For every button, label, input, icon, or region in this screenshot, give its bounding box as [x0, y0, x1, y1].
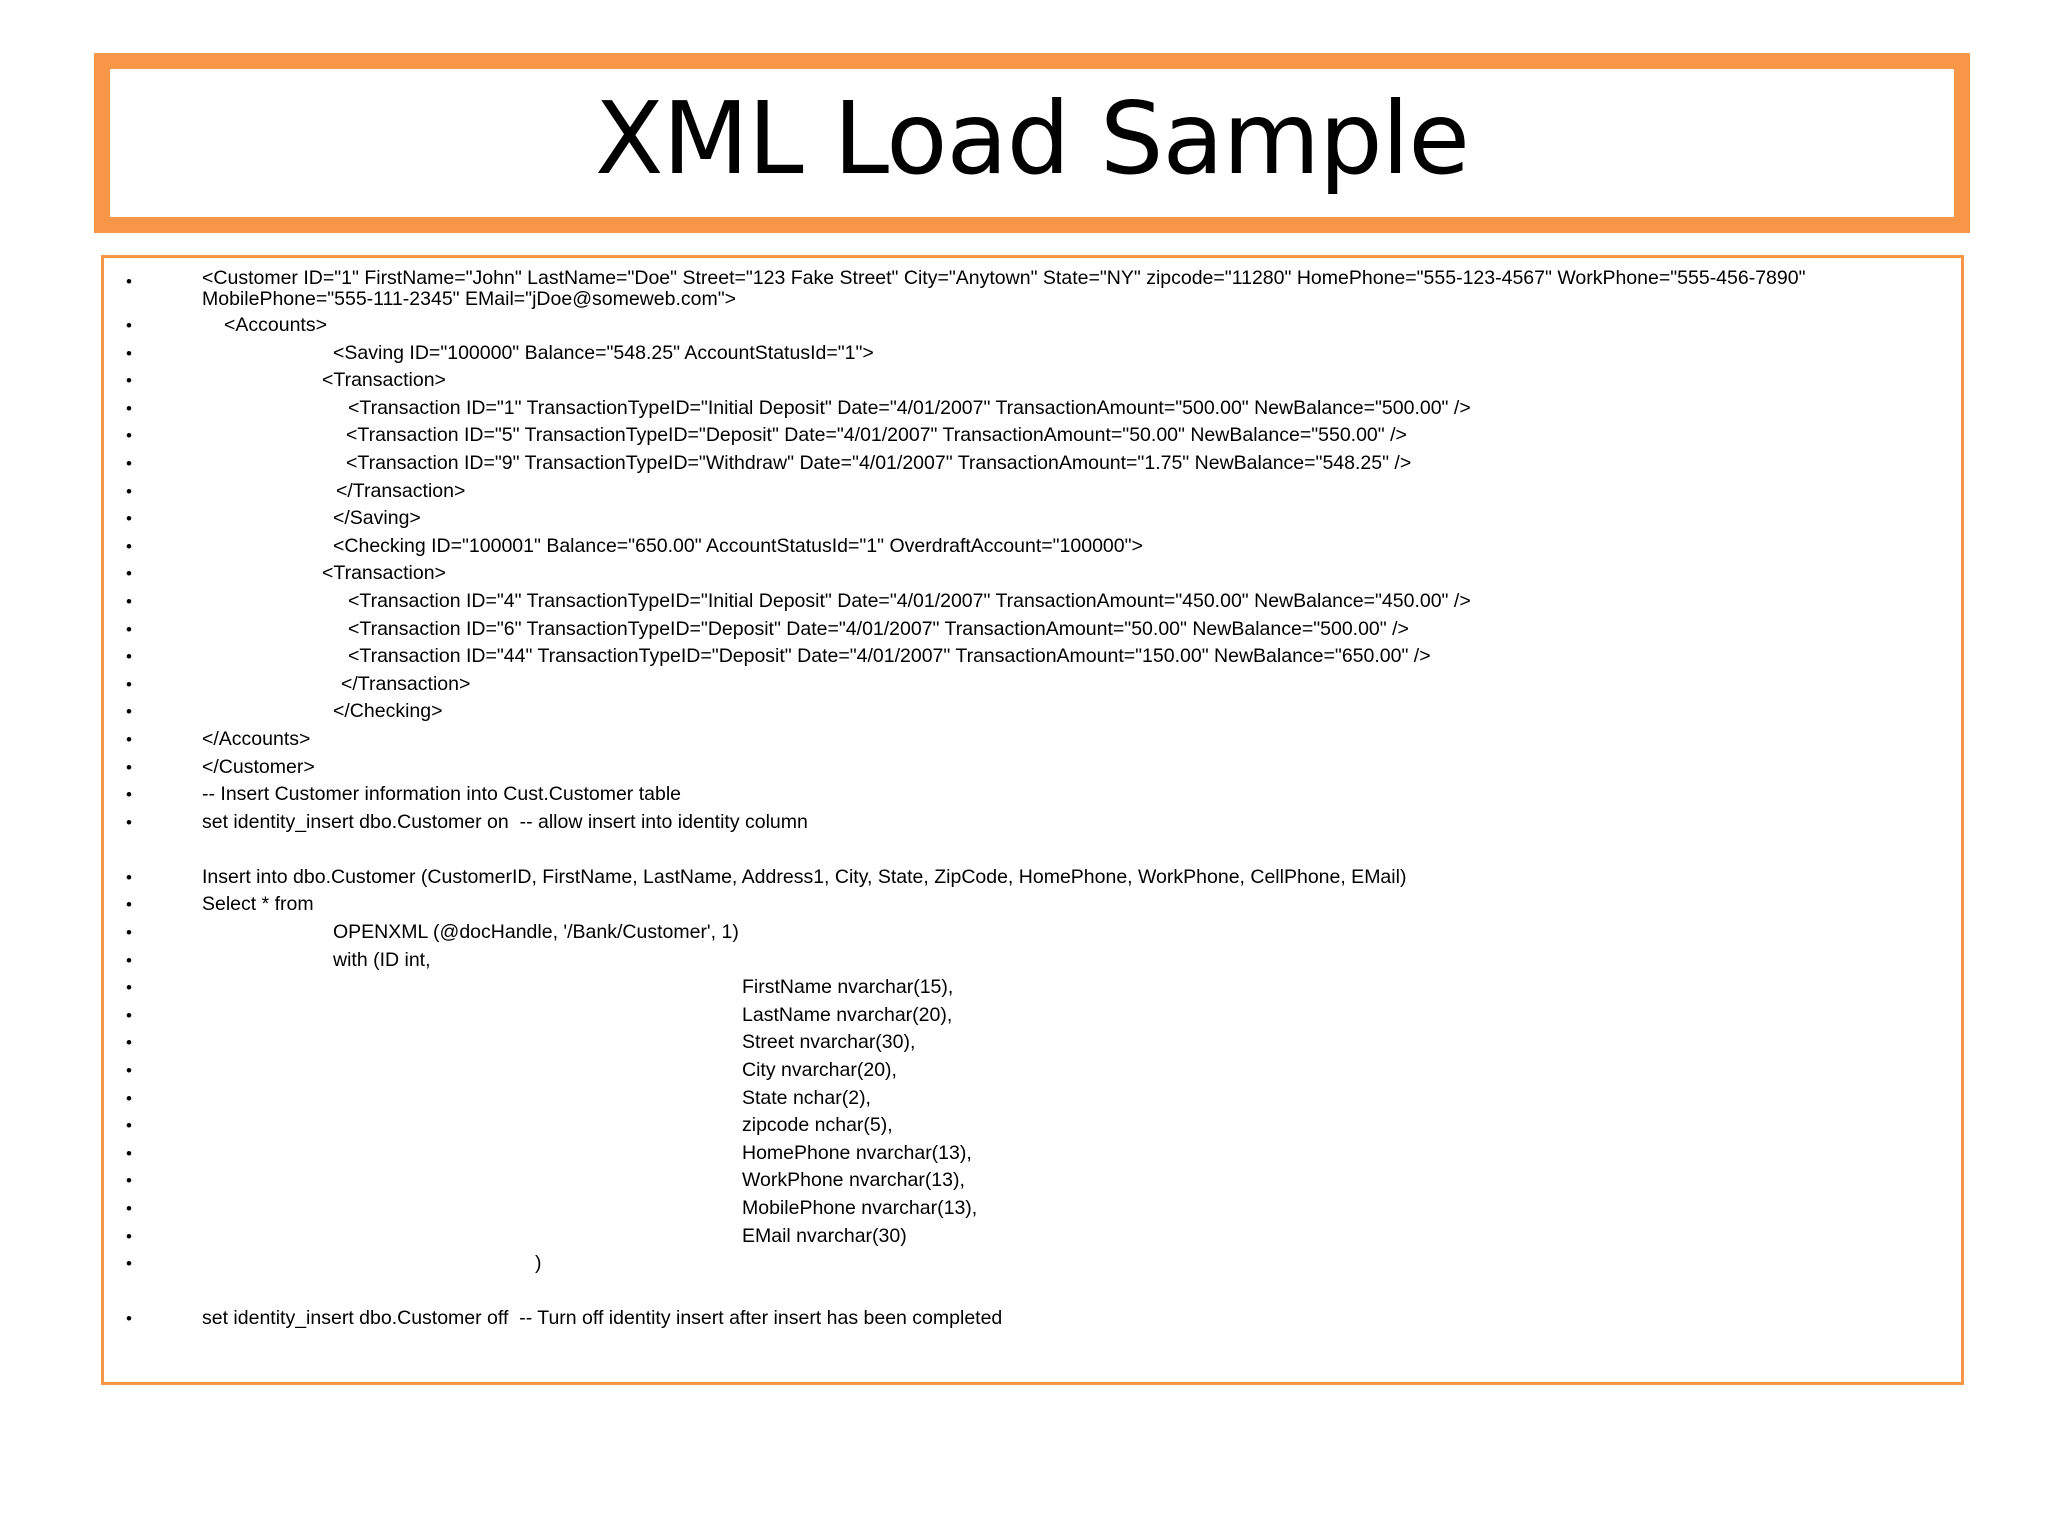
- list-item: [104, 422, 1961, 450]
- code-line-text: set identity_insert dbo.Customer on -- allow insert into identity column: [202, 810, 808, 833]
- code-line-text: </Customer>: [202, 755, 315, 778]
- code-line-text: <Transaction ID="1" TransactionTypeID="Initial Deposit" Date="4/01/2007" TransactionAmount="500.00" NewBalance="500.00" />: [348, 396, 1471, 419]
- list-item: [104, 268, 1961, 312]
- bullet-icon: •: [126, 564, 132, 584]
- code-line-text: State nchar(2),: [742, 1086, 871, 1109]
- code-line-text: Select * from: [202, 893, 314, 916]
- code-line-text: <Accounts>: [224, 314, 327, 336]
- code-line-text: HomePhone nvarchar(13),: [742, 1141, 972, 1164]
- list-item: [104, 1112, 1961, 1140]
- bullet-icon: •: [126, 923, 132, 943]
- bullet-icon: •: [126, 272, 132, 291]
- code-line-text: Street nvarchar(30),: [742, 1031, 916, 1054]
- list-item: [104, 891, 1961, 919]
- list-item: [104, 312, 1961, 340]
- bullet-icon: •: [126, 1088, 132, 1108]
- list-item: [104, 1223, 1961, 1251]
- code-line-text: zipcode nchar(5),: [742, 1114, 893, 1137]
- bullet-icon: •: [126, 785, 132, 805]
- bullet-icon: •: [126, 316, 132, 335]
- list-item: [104, 864, 1961, 892]
- code-line-text: <Checking ID="100001" Balance="650.00" AccountStatusId="1" OverdraftAccount="100000">: [333, 534, 1143, 557]
- list-item: [104, 533, 1961, 561]
- bullet-icon: •: [126, 1254, 132, 1274]
- bullet-icon: •: [126, 647, 132, 667]
- list-item: [104, 1002, 1961, 1030]
- bullet-icon: •: [126, 978, 132, 998]
- blank-line: [104, 836, 1961, 864]
- bullet-icon: •: [126, 867, 132, 887]
- code-line-text: <Transaction ID="9" TransactionTypeID="Withdraw" Date="4/01/2007" TransactionAmount="1.75" NewBalance="548.25" />: [346, 451, 1412, 474]
- list-item: [104, 588, 1961, 616]
- code-line-text: MobilePhone nvarchar(13),: [742, 1197, 978, 1219]
- bullet-icon: •: [126, 1226, 132, 1246]
- bullet-icon: •: [126, 674, 132, 694]
- list-item: [104, 643, 1961, 671]
- bullet-icon: •: [126, 1116, 132, 1136]
- list-item: [104, 726, 1961, 754]
- bullet-icon: •: [126, 1171, 132, 1191]
- list-item: [104, 616, 1961, 644]
- code-line-text: -- Insert Customer information into Cust.Customer table: [202, 783, 682, 806]
- bullet-icon: •: [126, 702, 132, 722]
- code-line-text: City nvarchar(20),: [742, 1059, 897, 1082]
- code-listing: [104, 268, 1961, 1333]
- bullet-icon: •: [126, 426, 132, 446]
- code-line-text: WorkPhone nvarchar(13),: [742, 1169, 965, 1192]
- list-item: [104, 367, 1961, 395]
- list-item: [104, 505, 1961, 533]
- bullet-icon: •: [126, 619, 132, 639]
- code-line-text: </Transaction>: [336, 479, 466, 502]
- code-line-text: <Saving ID="100000" Balance="548.25" AccountStatusId="1">: [333, 341, 874, 364]
- code-line-text: Insert into dbo.Customer (CustomerID, FirstName, LastName, Address1, City, State, ZipCode, HomePhone, WorkPhone, CellPhone, EMail): [202, 865, 1407, 888]
- code-line-text: <Transaction>: [322, 369, 446, 392]
- code-line-text: <Customer ID="1" FirstName="John" LastName="Doe" Street="123 Fake Street" City="Anytown" State="NY" zipcode="11280" HomePhone="555-123-4567" WorkPhone="555-456-7890" MobilePhone="555-111-2345" EMail="jDoe@someweb.com">: [202, 267, 1811, 310]
- code-line-text: with (ID int,: [333, 948, 431, 971]
- list-item: [104, 450, 1961, 478]
- list-item: [104, 1057, 1961, 1085]
- list-item: [104, 1195, 1961, 1223]
- list-item: [104, 1029, 1961, 1057]
- bullet-icon: •: [126, 536, 132, 556]
- bullet-icon: •: [126, 895, 132, 915]
- list-item: [104, 781, 1961, 809]
- bullet-icon: •: [126, 371, 132, 391]
- code-line-text: <Transaction ID="5" TransactionTypeID="Deposit" Date="4/01/2007" TransactionAmount="50.00" NewBalance="550.00" />: [346, 424, 1407, 447]
- bullet-icon: •: [126, 509, 132, 529]
- bullet-icon: •: [126, 481, 132, 501]
- code-line-text: </Checking>: [333, 700, 443, 723]
- blank-line: [104, 1278, 1961, 1306]
- content-frame: [101, 255, 1964, 1385]
- bullet-icon: •: [126, 343, 132, 363]
- code-line-text: EMail nvarchar(30): [742, 1224, 907, 1247]
- code-line-text: <Transaction ID="44" TransactionTypeID="Deposit" Date="4/01/2007" TransactionAmount="150.00" NewBalance="650.00" />: [348, 645, 1431, 668]
- code-line-text: <Transaction ID="6" TransactionTypeID="Deposit" Date="4/01/2007" TransactionAmount="50.00" NewBalance="500.00" />: [348, 617, 1409, 640]
- bullet-icon: •: [126, 1061, 132, 1081]
- code-line-text: </Transaction>: [341, 672, 471, 695]
- list-item: [104, 395, 1961, 423]
- list-item: [104, 340, 1961, 368]
- code-line-text: <Transaction>: [322, 562, 446, 585]
- code-line-text: <Transaction ID="4" TransactionTypeID="Initial Deposit" Date="4/01/2007" TransactionAmount="450.00" NewBalance="450.00" />: [348, 589, 1471, 612]
- list-item: [104, 974, 1961, 1002]
- list-item: [104, 809, 1961, 837]
- code-line-text: </Accounts>: [202, 727, 311, 750]
- code-line-text: set identity_insert dbo.Customer off -- Turn off identity insert after insert has been completed: [202, 1307, 1003, 1330]
- bullet-icon: •: [126, 1143, 132, 1163]
- bullet-icon: •: [126, 950, 132, 970]
- list-item: [104, 1305, 1961, 1333]
- title-frame: [94, 53, 1970, 233]
- bullet-icon: •: [126, 1309, 132, 1329]
- bullet-icon: •: [126, 1005, 132, 1025]
- list-item: [104, 1250, 1961, 1278]
- code-line-text: LastName nvarchar(20),: [742, 1003, 953, 1026]
- bullet-icon: •: [126, 812, 132, 832]
- bullet-icon: •: [126, 453, 132, 473]
- bullet-icon: •: [126, 729, 132, 749]
- list-item: [104, 947, 1961, 975]
- code-line-text: OPENXML (@docHandle, '/Bank/Customer', 1): [333, 921, 739, 944]
- bullet-icon: •: [126, 591, 132, 611]
- list-item: [104, 754, 1961, 782]
- bullet-icon: •: [126, 1033, 132, 1053]
- code-line-text: ): [535, 1252, 542, 1275]
- list-item: [104, 1085, 1961, 1113]
- list-item: [104, 671, 1961, 699]
- code-line-text: </Saving>: [333, 507, 421, 530]
- code-line-text: FirstName nvarchar(15),: [742, 976, 954, 999]
- list-item: [104, 919, 1961, 947]
- bullet-icon: •: [126, 757, 132, 777]
- slide-title: XML Load Sample: [595, 80, 1469, 197]
- list-item: [104, 1167, 1961, 1195]
- list-item: [104, 1140, 1961, 1168]
- list-item: [104, 478, 1961, 506]
- bullet-icon: •: [126, 398, 132, 418]
- bullet-icon: •: [126, 1199, 132, 1218]
- list-item: [104, 560, 1961, 588]
- list-item: [104, 698, 1961, 726]
